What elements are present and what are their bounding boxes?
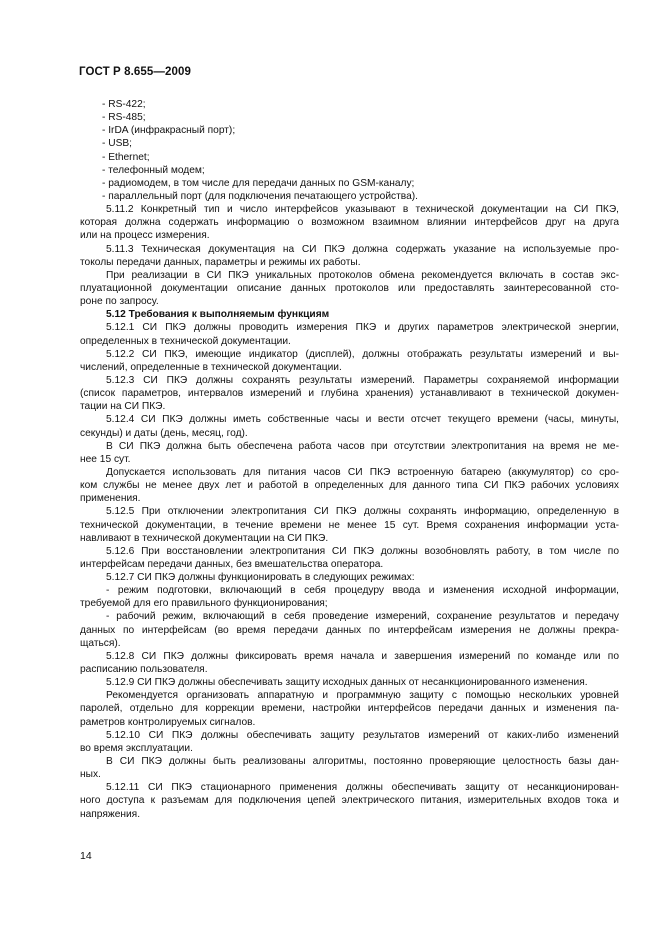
text-line: роне по запросу. — [80, 296, 159, 308]
text-line: 5.12.1 СИ ПКЭ должны проводить измерения ПКЭ и других параметров электрической энергии, — [106, 322, 619, 334]
text-line: интерфейсам передачи данных, без вмешательства оператора. — [80, 558, 384, 570]
text-line: числений, определенные в технической документации. — [80, 361, 342, 373]
page-number: 14 — [80, 850, 92, 862]
text-line: 5.12.6 При восстановлении электропитания СИ ПКЭ должны возобновлять работу, в том числе по — [106, 545, 619, 557]
text-line: - USB; — [102, 138, 133, 150]
text-line: 5.12.2 СИ ПКЭ, имеющие индикатор (дисплей), должны отображать результаты измерений и вы- — [106, 348, 619, 360]
text-line: 5.12.11 СИ ПКЭ стационарного применения должны обеспечивать защиту от несанкционирован- — [106, 782, 619, 794]
text-line: 5.12 Требования к выполняемым функциям — [106, 309, 330, 321]
text-line: щаться). — [80, 637, 121, 649]
text-line: Рекомендуется организовать аппаратную и программную защиту с помощью нескольких уровней — [106, 690, 619, 702]
text-line: паролей, отдельно для коррекции времени, настройки интерфейсов передачи данных и изменения па- — [80, 703, 619, 715]
text-line: напряжения. — [80, 808, 141, 820]
text-line: 5.12.4 СИ ПКЭ должны иметь собственные часы и вести отсчет текущего времени (часы, минуты, — [106, 414, 619, 426]
text-line: - RS-485; — [102, 112, 146, 124]
text-line: секунды) и даты (день, месяц, год). — [80, 427, 248, 439]
text-line: Допускается использовать для питания часов СИ ПКЭ встроенную батарею (аккумулятор) со сро- — [106, 466, 619, 478]
text-line: 5.12.8 СИ ПКЭ должны фиксировать время начала и завершения измерений по команде или по — [106, 650, 619, 662]
text-line: или на процесс измерения. — [80, 230, 210, 242]
text-line: ного доступа к разъемам для подключения цепей электрического питания, измерительных входов тока и — [80, 795, 619, 807]
text-line: - рабочий режим, включающий в себя проведение измерений, сохранение результатов и передачу — [106, 611, 619, 623]
text-line: 5.12.10 СИ ПКЭ должны обеспечивать защиту результатов измерений от каких-либо изменений — [106, 729, 619, 741]
text-line: 5.11.3 Техническая документация на СИ ПКЭ должна содержать указание на используемые про- — [106, 243, 619, 255]
text-line: - RS-422; — [102, 99, 146, 110]
text-line: применения. — [80, 493, 141, 505]
text-line: 5.12.7 СИ ПКЭ должны функционировать в следующих режимах: — [106, 572, 415, 584]
text-line: токолы передачи данных, параметры и режимы их работы. — [80, 256, 361, 268]
text-line: 5.12.9 СИ ПКЭ должны обеспечивать защиту исходных данных от несанкционированного изменения. — [106, 677, 588, 689]
text-line: технической документации, в течение времени не менее 15 сут. Время сохранения информации уста- — [80, 519, 619, 531]
text-line: навливают в технической документации на СИ ПКЭ. — [80, 532, 329, 544]
text-line: При реализации в СИ ПКЭ уникальных протоколов обмена рекомендуется включать в состав экс- — [106, 269, 619, 281]
text-line: В СИ ПКЭ должна быть обеспечена работа часов при отсутствии электропитания на время не ме- — [106, 440, 619, 452]
text-line: нее 15 сут. — [80, 453, 131, 465]
text-line: плуатационной документации описание данных протоколов или предоставлять заинтересованной сто- — [80, 282, 619, 294]
text-line: во время эксплуатации. — [80, 742, 193, 754]
text-line: - параллельный порт (для подключения печатающего устройства). — [102, 190, 418, 202]
text-line: - радиомодем, в том числе для передачи данных по GSM-каналу; — [102, 177, 415, 189]
text-line: 5.11.2 Конкретный тип и число интерфейсов указывают в технической документации на СИ ПКЭ, — [106, 204, 619, 216]
text-line: ком службы не менее двух лет и работой в определенных для данного типа СИ ПКЭ рабочих условиях — [80, 480, 619, 492]
text-line: требуемой для его правильного функционирования; — [80, 598, 328, 610]
text-line: тации на СИ ПКЭ. — [80, 401, 166, 413]
text-line: раметров контролируемых сигналов. — [80, 716, 256, 728]
document-body — [80, 98, 619, 821]
text-line: - IrDA (инфракрасный порт); — [102, 125, 236, 137]
text-line: - Ethernet; — [102, 151, 150, 163]
text-line: ных. — [80, 769, 101, 781]
text-line: - режим подготовки, включающий в себя процедуру ввода и изменения исходной информации, — [106, 585, 619, 597]
text-line: 5.12.3 СИ ПКЭ должны сохранять результаты измерений. Параметры сохраняемой информации — [106, 374, 619, 386]
text-line: расписанию пользователя. — [80, 664, 208, 676]
page-header-standard-id: ГОСТ Р 8.655—2009 — [79, 66, 191, 78]
text-line: определенных в технической документации. — [80, 335, 291, 347]
text-line: (список параметров, интервалов измерений и глубина хранения) устанавливают в технической докумен- — [80, 388, 619, 400]
text-line: - телефонный модем; — [102, 164, 205, 176]
text-line: которая должна содержать информацию о возможном взаимном влиянии интерфейсов друг на друга — [80, 217, 619, 229]
text-line: данных по интерфейсам (во время передачи данных по интерфейсам измерения не должны прекра- — [80, 624, 619, 636]
text-line: 5.12.5 При отключении электропитания СИ ПКЭ должны сохранять информацию, определенную в — [106, 506, 619, 518]
text-line: В СИ ПКЭ должны быть реализованы алгоритмы, постоянно проверяющие целостность базы дан- — [106, 756, 619, 768]
